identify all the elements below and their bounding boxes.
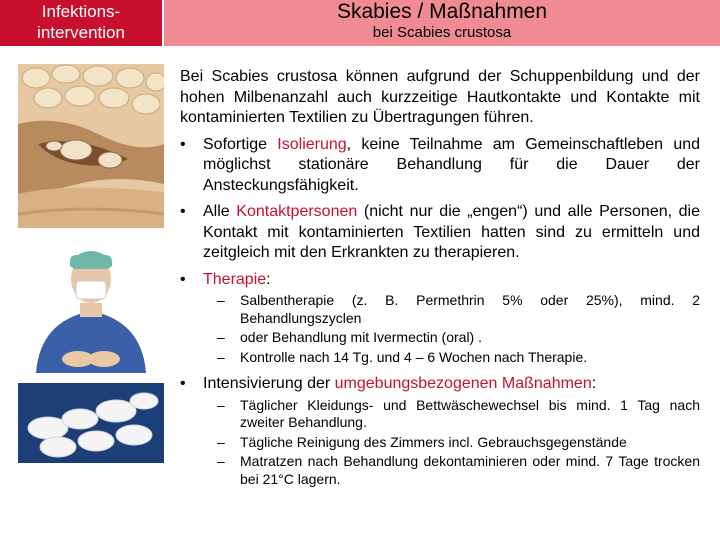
dash-marker: – <box>217 292 225 308</box>
sub-item-text: Täglicher Kleidungs- und Bettwäschewechsel bis mind. 1 Tag nach zweiter Behandlung. <box>240 396 700 430</box>
bullet-text-post: : <box>591 375 597 392</box>
sub-item-text: Salbentherapie (z. B. Permethrin 5% oder 25%), mind. 2 Behandlungszyclen <box>240 292 700 326</box>
bullet-contacts <box>180 202 700 264</box>
bullet-highlight: Therapie <box>203 270 267 288</box>
main-content <box>180 67 700 490</box>
dash-marker: – <box>217 329 225 345</box>
bullet-therapy <box>180 270 700 291</box>
bullet-marker: • <box>180 375 186 392</box>
bullet-marker: • <box>180 270 186 288</box>
bullet-highlight: Kontaktpersonen <box>236 203 358 220</box>
environment-sub-item <box>180 397 700 432</box>
section-label-line2: intervention <box>37 23 125 42</box>
page-title: Skabies / Maßnahmen <box>336 0 548 23</box>
skin-mite-illustration <box>18 64 164 228</box>
bullet-environment <box>180 374 700 395</box>
header-section-label <box>0 0 162 46</box>
bullet-text-pre: Alle <box>203 203 237 220</box>
bullet-text-pre: Sofortige <box>203 135 278 153</box>
header-title-bar <box>164 0 720 46</box>
environment-sub-item <box>180 453 700 488</box>
sub-item-text: oder Behandlung mit Ivermectin (oral) . <box>240 329 482 345</box>
dash-marker: – <box>217 396 225 413</box>
bullet-text-pre: Intensivierung der <box>203 375 335 392</box>
tablets-photo <box>18 383 164 463</box>
intro-paragraph: Bei Scabies crustosa können aufgrund der Schuppenbildung und der hohen Milbenanzahl auch kurzzeitige Hautkontakte und Kontakte mit kontaminierten Textilien zu Übertragungen führen. <box>180 68 700 126</box>
dash-marker: – <box>217 348 225 365</box>
therapy-sub-item <box>180 349 700 367</box>
protective-clothing-photo <box>18 241 164 373</box>
section-label-line1: Infektions- <box>41 2 121 21</box>
sub-item-text: Kontrolle nach 14 Tg. und 4 – 6 Wochen nach Therapie. <box>240 348 588 365</box>
page-subtitle: bei Scabies crustosa <box>372 24 512 41</box>
sub-item-text: Matratzen nach Behandlung dekontaminieren oder mind. 7 Tage trocken bei 21°C lagern. <box>240 453 700 487</box>
therapy-sub-item <box>180 329 700 347</box>
bullet-text-post: : <box>266 270 271 288</box>
environment-sub-item <box>180 434 700 452</box>
bullet-isolation <box>180 135 700 197</box>
bullet-highlight: umgebungsbezogenen Maßnahmen <box>334 375 592 392</box>
therapy-sub-item <box>180 292 700 327</box>
bullet-text-post: , keine Teilnahme am Gemeinschaftleben und möglichst stationäre Behandlung für die Dauer der Ansteckungsfähigkeit. <box>203 135 701 194</box>
bullet-marker: • <box>180 203 186 220</box>
dash-marker: – <box>217 453 225 469</box>
bullet-marker: • <box>180 135 186 153</box>
bullet-highlight: Isolierung <box>277 135 347 153</box>
bullet-text-post: (nicht nur die „engen“) und alle Personen, die Kontakt mit kontaminierten Textilien hatten sind zu ermitteln und zeitgleich mit den Erkrankten zu therapieren. <box>203 203 701 261</box>
sub-item-text: Tägliche Reinigung des Zimmers incl. Gebrauchsgegenstände <box>240 433 627 450</box>
dash-marker: – <box>217 433 225 450</box>
